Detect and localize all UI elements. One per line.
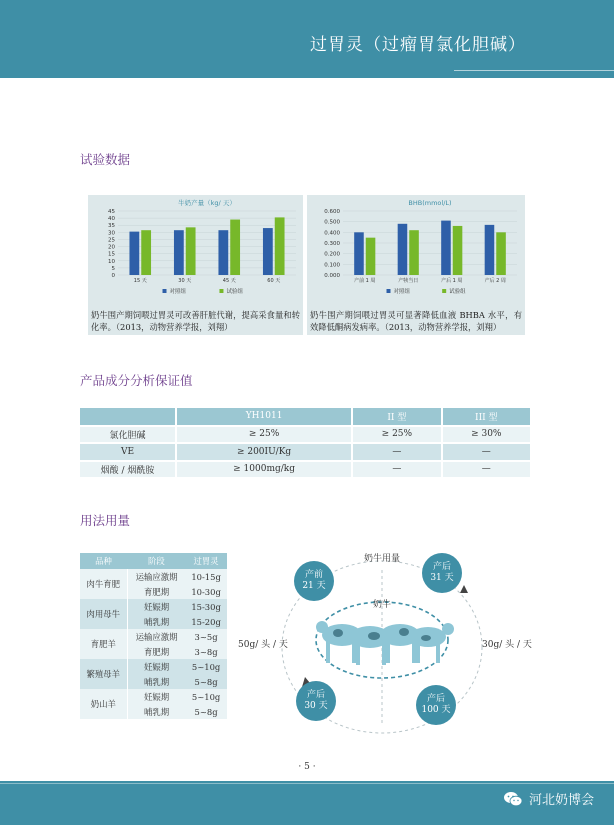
legend-label: 对照组 bbox=[169, 289, 187, 295]
x-tick-label: 15 天 bbox=[133, 278, 147, 284]
stage-cell: 育肥期 bbox=[127, 644, 186, 659]
composition-header-cell: II 型 bbox=[352, 408, 441, 426]
wechat-icon bbox=[503, 791, 523, 807]
bar-对照组 bbox=[441, 221, 451, 275]
bubble-post-31 bbox=[422, 553, 462, 593]
y-tick-label: 25 bbox=[108, 237, 115, 244]
composition-header-cell bbox=[80, 408, 176, 426]
section-title-trial: 试验数据 bbox=[80, 152, 131, 167]
dose-cell: 5~8g bbox=[186, 704, 227, 719]
legend-label: 试验组 bbox=[226, 289, 243, 295]
chart-title: BHB(mmol/L) bbox=[408, 199, 452, 207]
stage-cell: 运输应激期 bbox=[127, 629, 186, 644]
stage-cell: 妊娠期 bbox=[127, 599, 186, 614]
table-row bbox=[80, 599, 227, 614]
species-cell: 肉用母牛 bbox=[80, 599, 127, 629]
species-cell: 育肥羊 bbox=[80, 629, 127, 659]
table-cell: ≥ 200IU/Kg bbox=[176, 443, 352, 461]
table-row bbox=[80, 569, 227, 584]
table-row bbox=[80, 443, 531, 461]
y-tick-label: 20 bbox=[108, 244, 115, 251]
y-tick-label: 5 bbox=[111, 265, 115, 272]
stage-cell: 哺乳期 bbox=[127, 674, 186, 689]
dose-cell: 15-30g bbox=[186, 599, 227, 614]
table-row bbox=[80, 426, 531, 444]
legend-swatch bbox=[387, 289, 391, 293]
diagram-right-rate: 30g/ 头 / 天 bbox=[482, 640, 532, 650]
bar-对照组 bbox=[398, 224, 408, 275]
stage-cell: 育肥期 bbox=[127, 584, 186, 599]
stage-cell: 运输应激期 bbox=[127, 569, 186, 584]
y-tick-label: 45 bbox=[108, 209, 115, 215]
diagram-center-label: 奶牛 bbox=[373, 600, 392, 610]
table-cell: ≥ 30% bbox=[442, 426, 531, 444]
x-tick-label: 45 天 bbox=[222, 278, 236, 284]
chart-milk-yield bbox=[88, 195, 303, 335]
legend-swatch bbox=[442, 289, 446, 293]
dose-cell: 3~8g bbox=[186, 644, 227, 659]
table-cell: VE bbox=[80, 443, 176, 461]
x-tick-label: 产犊当日 bbox=[398, 278, 419, 284]
dosage-header-cell: 过胃灵 bbox=[186, 553, 227, 569]
y-tick-label: 0.500 bbox=[324, 219, 340, 226]
legend-swatch bbox=[219, 289, 223, 293]
bar-对照组 bbox=[263, 228, 273, 275]
bubble-post-30 bbox=[296, 681, 336, 721]
dose-cell: 5~8g bbox=[186, 674, 227, 689]
y-tick-label: 0.000 bbox=[324, 273, 340, 279]
stage-cell: 妊娠期 bbox=[127, 659, 186, 674]
page-number: · 5 · bbox=[298, 762, 316, 772]
table-row bbox=[80, 689, 227, 704]
table-cell: 烟酸 / 烟酰胺 bbox=[80, 461, 176, 479]
dose-cell: 15-20g bbox=[186, 614, 227, 629]
section-title-usage: 用法用量 bbox=[80, 513, 131, 528]
table-cell: 氯化胆碱 bbox=[80, 426, 176, 444]
diagram-left-rate: 50g/ 头 / 天 bbox=[238, 640, 288, 650]
cow-herd-icon bbox=[316, 621, 454, 665]
dose-cell: 3~5g bbox=[186, 629, 227, 644]
species-cell: 奶山羊 bbox=[80, 689, 127, 719]
table-cell: ≥ 25% bbox=[352, 426, 441, 444]
x-tick-label: 产后 1 周 bbox=[441, 278, 463, 284]
x-tick-label: 产后 2 周 bbox=[484, 278, 506, 284]
x-tick-label: 60 天 bbox=[267, 278, 281, 284]
x-tick-label: 产前 1 周 bbox=[354, 278, 376, 284]
bubble-line: 产后 bbox=[426, 694, 445, 704]
table-row bbox=[80, 629, 227, 644]
bubble-line: 产前 bbox=[304, 570, 323, 580]
bhb-svg bbox=[307, 195, 525, 309]
dose-cell: 10-15g bbox=[186, 569, 227, 584]
bar-对照组 bbox=[485, 225, 495, 275]
bar-对照组 bbox=[129, 232, 139, 275]
bar-试验组 bbox=[496, 232, 506, 275]
section-title-composition: 产品成分分析保证值 bbox=[80, 373, 193, 388]
composition-table bbox=[80, 408, 532, 479]
bar-对照组 bbox=[218, 230, 228, 275]
species-cell: 繁殖母羊 bbox=[80, 659, 127, 689]
bubble-line: 31 天 bbox=[430, 573, 454, 583]
stage-cell: 哺乳期 bbox=[127, 704, 186, 719]
dose-cell: 5~10g bbox=[186, 689, 227, 704]
y-tick-label: 10 bbox=[108, 258, 115, 265]
bar-对照组 bbox=[354, 232, 364, 275]
header-divider bbox=[454, 70, 614, 71]
page-header bbox=[0, 0, 614, 78]
legend-label: 试验组 bbox=[449, 289, 466, 295]
composition-header-row bbox=[80, 408, 531, 426]
y-tick-label: 0.600 bbox=[324, 209, 340, 215]
table-cell: — bbox=[442, 443, 531, 461]
stage-cell: 哺乳期 bbox=[127, 614, 186, 629]
bubble-pre-21 bbox=[294, 561, 334, 601]
table-cell: — bbox=[442, 461, 531, 479]
bar-试验组 bbox=[275, 217, 285, 275]
y-tick-label: 0 bbox=[111, 273, 115, 279]
y-tick-label: 35 bbox=[108, 223, 115, 230]
composition-header-cell: YH1011 bbox=[176, 408, 352, 426]
y-tick-label: 0.400 bbox=[324, 230, 340, 237]
table-cell: ≥ 25% bbox=[176, 426, 352, 444]
chart-title: 牛奶产量（kg/ 天） bbox=[178, 199, 236, 207]
chart-caption-bhb: 奶牛围产期饲喂过胃灵可显著降低血液 BHBA 水平，有效降低酮病发病率。（2013，动物营养学报，刘翔） bbox=[310, 310, 522, 332]
stage-cell: 妊娠期 bbox=[127, 689, 186, 704]
bar-试验组 bbox=[366, 238, 376, 275]
bubble-line: 产后 bbox=[432, 562, 451, 572]
bar-试验组 bbox=[453, 226, 463, 275]
footer-divider bbox=[0, 783, 614, 784]
page-title: 过胃灵（过瘤胃氯化胆碱） bbox=[310, 35, 526, 55]
chart-bhb bbox=[307, 195, 525, 335]
milk-yield-svg bbox=[88, 195, 303, 309]
y-tick-label: 0.200 bbox=[324, 251, 340, 258]
table-row bbox=[80, 461, 531, 479]
bar-试验组 bbox=[409, 230, 419, 275]
table-row bbox=[80, 659, 227, 674]
arrow-right-up-icon bbox=[460, 585, 468, 593]
dose-cell: 10-30g bbox=[186, 584, 227, 599]
dairy-dosage-diagram bbox=[230, 545, 550, 745]
y-tick-label: 40 bbox=[108, 216, 115, 223]
legend-swatch bbox=[163, 289, 167, 293]
bubble-line: 产后 bbox=[306, 690, 325, 700]
bubble-post-100 bbox=[416, 685, 456, 725]
x-tick-label: 30 天 bbox=[178, 278, 192, 284]
page-footer bbox=[0, 781, 614, 825]
dosage-header-cell: 品种 bbox=[80, 553, 127, 569]
chart-caption-milk: 奶牛围产期饲喂过胃灵可改善肝脏代谢，提高采食量和转化率。（2013，动物营养学报，刘翔） bbox=[91, 310, 300, 332]
bar-试验组 bbox=[186, 227, 196, 275]
y-tick-label: 15 bbox=[108, 251, 115, 258]
bubble-line: 30 天 bbox=[304, 701, 328, 711]
dosage-header-row bbox=[80, 553, 227, 569]
diagram-top-label: 奶牛用量 bbox=[364, 554, 401, 564]
y-tick-label: 30 bbox=[108, 230, 115, 237]
bubble-line: 100 天 bbox=[421, 705, 451, 715]
species-cell: 肉牛育肥 bbox=[80, 569, 127, 599]
dosage-header-cell: 阶段 bbox=[127, 553, 186, 569]
table-cell: ≥ 1000mg/kg bbox=[176, 461, 352, 479]
bar-试验组 bbox=[141, 230, 151, 275]
dose-cell: 5~10g bbox=[186, 659, 227, 674]
brand-name: 河北奶博会 bbox=[528, 793, 594, 808]
table-cell: — bbox=[352, 443, 441, 461]
legend-label: 对照组 bbox=[393, 289, 411, 295]
bar-对照组 bbox=[174, 230, 184, 275]
wechat-brand bbox=[503, 789, 594, 808]
y-tick-label: 0.100 bbox=[324, 262, 340, 269]
bar-试验组 bbox=[230, 220, 240, 275]
y-tick-label: 0.300 bbox=[324, 241, 340, 247]
composition-header-cell: III 型 bbox=[442, 408, 531, 426]
bubble-line: 21 天 bbox=[302, 581, 326, 591]
table-cell: — bbox=[352, 461, 441, 479]
dosage-table bbox=[80, 553, 227, 719]
